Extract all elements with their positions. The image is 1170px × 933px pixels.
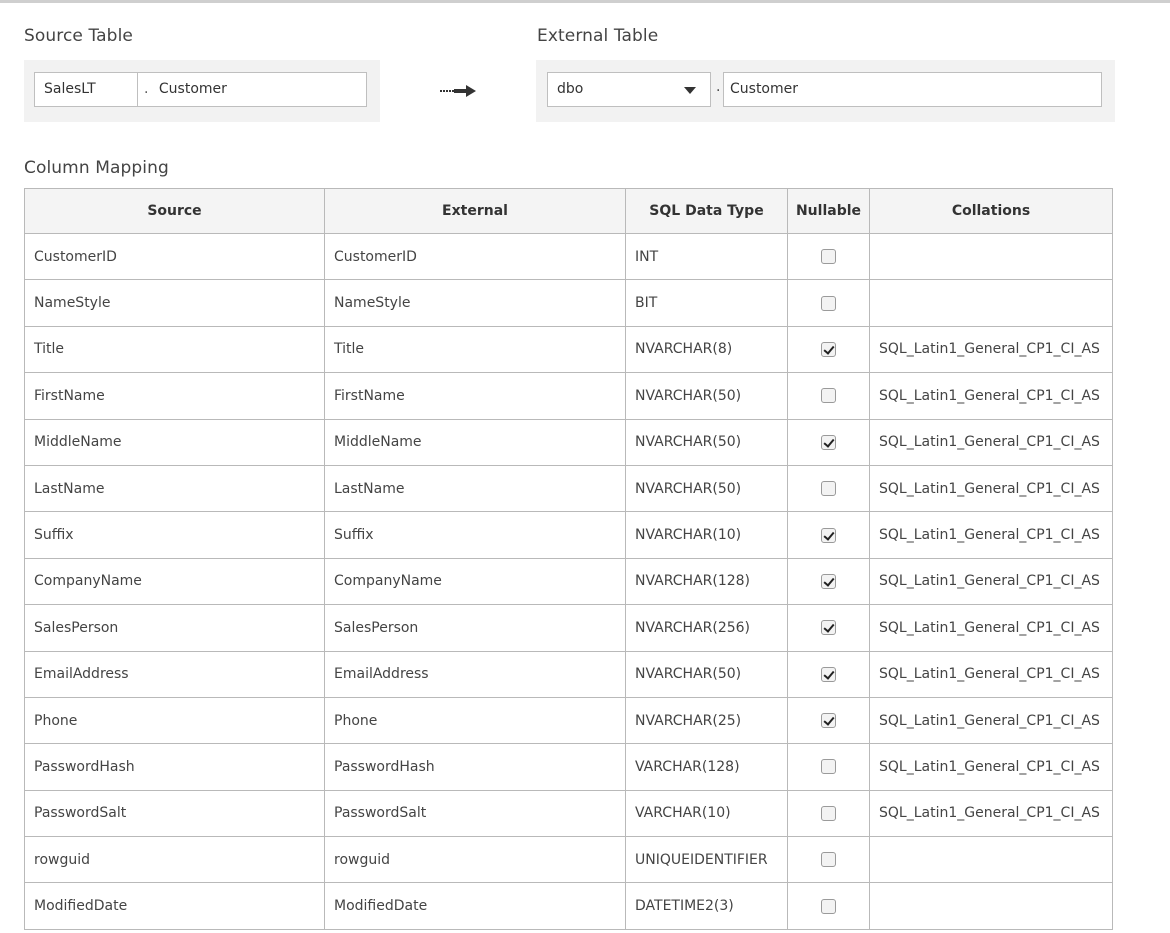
sql-data-type-cell: NVARCHAR(128) <box>626 558 788 604</box>
table-row <box>25 605 1113 651</box>
nullable-checkbox[interactable] <box>821 481 836 496</box>
source-column-cell: CompanyName <box>25 558 325 604</box>
nullable-cell <box>788 883 870 929</box>
source-column-cell: rowguid <box>25 837 325 883</box>
table-row <box>25 512 1113 558</box>
collation-cell: SQL_Latin1_General_CP1_CI_AS <box>870 651 1113 697</box>
source-column-cell: Title <box>25 326 325 372</box>
sql-data-type-cell: NVARCHAR(10) <box>626 512 788 558</box>
nullable-checkbox[interactable] <box>821 852 836 867</box>
column-mapping-table <box>24 188 1113 930</box>
collation-cell: SQL_Latin1_General_CP1_CI_AS <box>870 605 1113 651</box>
collation-cell <box>870 837 1113 883</box>
nullable-checkbox[interactable] <box>821 759 836 774</box>
external-column-cell[interactable]: CompanyName <box>325 558 626 604</box>
nullable-cell <box>788 234 870 280</box>
table-row <box>25 234 1113 280</box>
collation-cell: SQL_Latin1_General_CP1_CI_AS <box>870 512 1113 558</box>
collation-cell: SQL_Latin1_General_CP1_CI_AS <box>870 697 1113 743</box>
table-row <box>25 837 1113 883</box>
source-table-label: Source Table <box>24 26 133 46</box>
external-column-cell[interactable]: PasswordSalt <box>325 790 626 836</box>
external-column-cell[interactable]: SalesPerson <box>325 605 626 651</box>
mapping-table-body <box>25 234 1113 930</box>
table-row <box>25 465 1113 511</box>
header-source: Source <box>25 189 325 234</box>
external-separator: . <box>716 79 721 95</box>
collation-cell: SQL_Latin1_General_CP1_CI_AS <box>870 744 1113 790</box>
source-column-cell: Suffix <box>25 512 325 558</box>
table-row <box>25 326 1113 372</box>
external-column-cell[interactable]: Phone <box>325 697 626 743</box>
collation-cell: SQL_Latin1_General_CP1_CI_AS <box>870 373 1113 419</box>
collation-cell: SQL_Latin1_General_CP1_CI_AS <box>870 326 1113 372</box>
external-column-cell[interactable]: LastName <box>325 465 626 511</box>
source-separator: . <box>144 81 149 97</box>
nullable-checkbox[interactable] <box>821 667 836 682</box>
table-row <box>25 558 1113 604</box>
chevron-down-icon <box>684 87 696 94</box>
source-column-cell: FirstName <box>25 373 325 419</box>
nullable-cell <box>788 744 870 790</box>
source-column-cell: CustomerID <box>25 234 325 280</box>
nullable-checkbox[interactable] <box>821 713 836 728</box>
collation-cell: SQL_Latin1_General_CP1_CI_AS <box>870 558 1113 604</box>
nullable-checkbox[interactable] <box>821 574 836 589</box>
source-column-cell: SalesPerson <box>25 605 325 651</box>
external-table-label: External Table <box>537 26 659 46</box>
nullable-cell <box>788 697 870 743</box>
collation-cell <box>870 234 1113 280</box>
source-column-cell: NameStyle <box>25 280 325 326</box>
source-column-cell: ModifiedDate <box>25 883 325 929</box>
nullable-checkbox[interactable] <box>821 528 836 543</box>
external-column-cell[interactable]: Title <box>325 326 626 372</box>
collation-cell <box>870 883 1113 929</box>
sql-data-type-cell: UNIQUEIDENTIFIER <box>626 837 788 883</box>
header-sql-data-type: SQL Data Type <box>626 189 788 234</box>
external-column-cell[interactable]: Suffix <box>325 512 626 558</box>
right-arrow-icon <box>440 83 480 99</box>
nullable-cell <box>788 280 870 326</box>
sql-data-type-cell: DATETIME2(3) <box>626 883 788 929</box>
table-row <box>25 790 1113 836</box>
table-header-row <box>25 189 1113 234</box>
nullable-checkbox[interactable] <box>821 388 836 403</box>
source-column-cell: EmailAddress <box>25 651 325 697</box>
source-column-cell: PasswordSalt <box>25 790 325 836</box>
nullable-cell <box>788 373 870 419</box>
nullable-checkbox[interactable] <box>821 806 836 821</box>
external-column-cell[interactable]: NameStyle <box>325 280 626 326</box>
header-external: External <box>325 189 626 234</box>
collation-cell: SQL_Latin1_General_CP1_CI_AS <box>870 790 1113 836</box>
sql-data-type-cell: BIT <box>626 280 788 326</box>
header-nullable: Nullable <box>788 189 870 234</box>
nullable-cell <box>788 558 870 604</box>
source-column-cell: PasswordHash <box>25 744 325 790</box>
nullable-checkbox[interactable] <box>821 435 836 450</box>
sql-data-type-cell: NVARCHAR(256) <box>626 605 788 651</box>
table-row <box>25 697 1113 743</box>
source-table-panel <box>24 60 380 122</box>
table-row <box>25 883 1113 929</box>
sql-data-type-cell: NVARCHAR(50) <box>626 465 788 511</box>
source-column-cell: MiddleName <box>25 419 325 465</box>
nullable-cell <box>788 512 870 558</box>
external-column-cell[interactable]: ModifiedDate <box>325 883 626 929</box>
source-schema-field[interactable]: SalesLT <box>34 72 138 107</box>
source-column-cell: LastName <box>25 465 325 511</box>
source-column-cell: Phone <box>25 697 325 743</box>
external-column-cell[interactable]: MiddleName <box>325 419 626 465</box>
sql-data-type-cell: VARCHAR(10) <box>626 790 788 836</box>
nullable-checkbox[interactable] <box>821 899 836 914</box>
nullable-checkbox[interactable] <box>821 342 836 357</box>
sql-data-type-cell: NVARCHAR(50) <box>626 651 788 697</box>
external-table-field[interactable]: Customer <box>723 72 1102 107</box>
nullable-checkbox[interactable] <box>821 296 836 311</box>
external-column-cell[interactable]: FirstName <box>325 373 626 419</box>
source-table-field[interactable] <box>137 72 367 107</box>
collation-cell <box>870 280 1113 326</box>
header-collations: Collations <box>870 189 1113 234</box>
nullable-checkbox[interactable] <box>821 620 836 635</box>
nullable-cell <box>788 837 870 883</box>
nullable-cell <box>788 465 870 511</box>
table-row <box>25 744 1113 790</box>
sql-data-type-cell: VARCHAR(128) <box>626 744 788 790</box>
sql-data-type-cell: NVARCHAR(50) <box>626 373 788 419</box>
nullable-cell <box>788 326 870 372</box>
source-table-name: Customer <box>158 81 227 97</box>
collation-cell: SQL_Latin1_General_CP1_CI_AS <box>870 419 1113 465</box>
nullable-checkbox[interactable] <box>821 249 836 264</box>
external-table-panel <box>536 60 1115 122</box>
external-schema-dropdown[interactable] <box>547 72 711 107</box>
external-schema-value: dbo <box>557 81 584 97</box>
sql-data-type-cell: NVARCHAR(25) <box>626 697 788 743</box>
table-row <box>25 419 1113 465</box>
sql-data-type-cell: INT <box>626 234 788 280</box>
column-mapping-label: Column Mapping <box>24 158 169 178</box>
nullable-cell <box>788 605 870 651</box>
external-column-cell[interactable]: PasswordHash <box>325 744 626 790</box>
sql-data-type-cell: NVARCHAR(8) <box>626 326 788 372</box>
external-column-cell[interactable]: rowguid <box>325 837 626 883</box>
collation-cell: SQL_Latin1_General_CP1_CI_AS <box>870 465 1113 511</box>
nullable-cell <box>788 790 870 836</box>
nullable-cell <box>788 651 870 697</box>
table-row <box>25 651 1113 697</box>
table-row <box>25 373 1113 419</box>
external-column-cell[interactable]: CustomerID <box>325 234 626 280</box>
sql-data-type-cell: NVARCHAR(50) <box>626 419 788 465</box>
external-column-cell[interactable]: EmailAddress <box>325 651 626 697</box>
table-row <box>25 280 1113 326</box>
nullable-cell <box>788 419 870 465</box>
